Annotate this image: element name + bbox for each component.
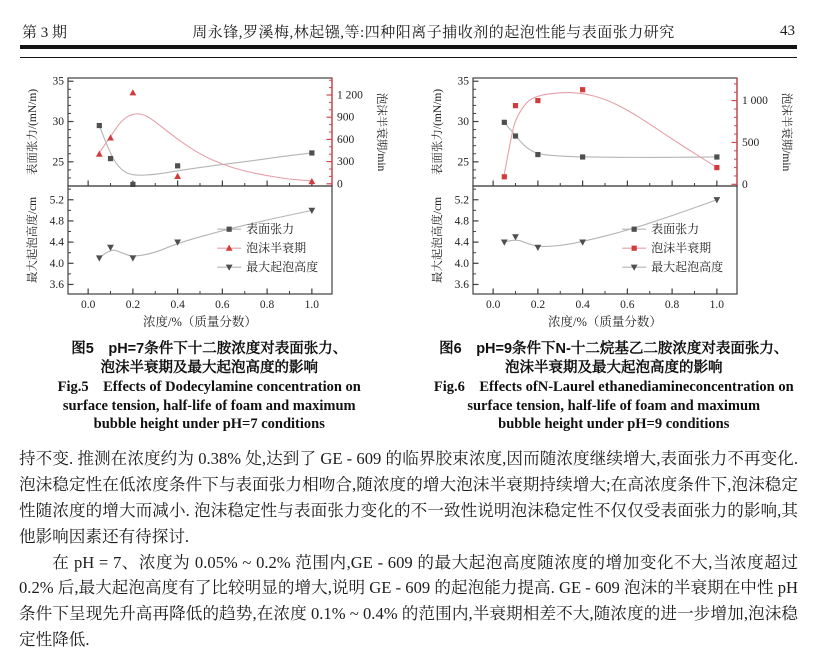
- svg-text:0.6: 0.6: [215, 299, 230, 311]
- body-paragraph: 在 pH = 7、浓度为 0.05% ~ 0.2% 范围内,GE - 609 的最大起泡高度随浓度的增加变化不大,当浓度超过 0.2% 后,最大起泡高度有了比较明显的增大,说明 GE - 609 的起泡能力提高. GE - 609 泡沫的半衰期在中性 pH 条件下呈现先升高再降低的趋势,在浓度 0.1% ~ 0.4% 的范围内,半衰期相差不大,随浓度的进一步增加,泡沫稳定性降低.: [19, 552, 798, 650]
- svg-text:30: 30: [457, 116, 469, 129]
- body-text: [19, 446, 798, 650]
- svg-text:4.8: 4.8: [454, 215, 469, 228]
- svg-text:4.0: 4.0: [49, 257, 64, 270]
- svg-text:5.2: 5.2: [49, 194, 64, 207]
- svg-text:泡沫半衰期/min: 泡沫半衰期/min: [779, 92, 792, 172]
- svg-text:0: 0: [741, 178, 748, 191]
- svg-text:0.0: 0.0: [485, 299, 500, 311]
- svg-text:浓度/%（质量分数）: 浓度/%（质量分数）: [547, 315, 662, 329]
- svg-text:0.4: 0.4: [170, 299, 185, 311]
- svg-text:3.6: 3.6: [49, 278, 64, 291]
- svg-text:300: 300: [337, 156, 355, 169]
- svg-text:最大起泡高度/cm: 最大起泡高度/cm: [431, 196, 444, 284]
- svg-text:泡沫半衰期/min: 泡沫半衰期/min: [375, 92, 387, 172]
- svg-text:0.2: 0.2: [125, 299, 141, 311]
- svg-text:1 000: 1 000: [741, 95, 768, 108]
- svg-text:600: 600: [337, 133, 355, 146]
- figure-6: [415, 66, 814, 434]
- svg-text:4.4: 4.4: [454, 236, 469, 249]
- svg-text:0: 0: [337, 178, 343, 191]
- svg-text:1.0: 1.0: [709, 299, 724, 311]
- svg-text:表面张力/(mN/m): 表面张力/(mN/m): [431, 88, 444, 176]
- svg-text:最大起泡高度/cm: 最大起泡高度/cm: [27, 196, 39, 284]
- svg-text:5.2: 5.2: [454, 194, 469, 207]
- svg-text:500: 500: [741, 136, 759, 149]
- svg-text:0.2: 0.2: [530, 299, 545, 311]
- figure6-caption-cn-line: 图6 pH=9条件下N-十二烷基乙二胺浓度对表面张力、: [439, 341, 789, 357]
- svg-text:25: 25: [457, 156, 469, 169]
- svg-text:0.8: 0.8: [664, 299, 679, 311]
- svg-text:1.0: 1.0: [304, 299, 320, 311]
- svg-text:30: 30: [52, 116, 64, 129]
- figure5-caption-cn-line: 泡沫半衰期及最大起泡高度的影响: [100, 359, 318, 376]
- svg-text:最大起泡高度: 最大起泡高度: [246, 260, 319, 275]
- svg-text:0.8: 0.8: [259, 299, 275, 311]
- figure6-caption-en-line: bubble height under pH=9 conditions: [498, 416, 730, 433]
- svg-text:0.6: 0.6: [619, 299, 635, 311]
- svg-text:35: 35: [457, 75, 469, 88]
- figure6-caption-en-line: surface tension, half-life of foam and maximum: [467, 397, 761, 414]
- svg-text:4.0: 4.0: [454, 257, 469, 270]
- svg-text:35: 35: [52, 75, 64, 88]
- svg-text:浓度/%（质量分数）: 浓度/%（质量分数）: [143, 315, 257, 329]
- figure5-chart: [10, 66, 408, 338]
- svg-text:4.4: 4.4: [49, 236, 64, 249]
- figure5-caption-en-line: bubble height under pH=7 conditions: [93, 416, 325, 433]
- svg-text:表面张力: 表面张力: [650, 222, 699, 237]
- svg-text:0.4: 0.4: [574, 299, 590, 311]
- figure6-caption-cn-line: 泡沫半衰期及最大起泡高度的影响: [505, 359, 723, 376]
- figure5-caption-en-line: surface tension, half-life of foam and maximum: [62, 397, 356, 414]
- svg-text:1 200: 1 200: [337, 89, 363, 102]
- body-paragraph: 持不变. 推测在浓度约为 0.38% 处,达到了 GE - 609 的临界胶束浓度,因而随浓度继续增大,表面张力不再变化. 泡沫稳定性在低浓度条件下与表面张力相吻合,随浓度的增大泡沫半衰期持续增大;在高浓度条件下,泡沫稳定性随浓度的增大而减小. 泡沫稳定性与表面张力变化的不一致性说明泡沫稳定性不仅仅受表面张力的影响,其他影响因素还有待探讨.: [19, 449, 798, 546]
- figure6-caption-en-line: Fig.6 Effects ofN-Laurel ethanediamineconcentration on: [433, 378, 794, 395]
- figure-5: [10, 66, 409, 434]
- figure5-caption: [10, 340, 409, 434]
- svg-text:4.8: 4.8: [49, 215, 64, 228]
- running-title: 周永锋,罗溪梅,林起镪,等:四种阳离子捕收剂的起泡性能与表面张力研究: [192, 24, 675, 41]
- svg-text:表面张力/(mN/m): 表面张力/(mN/m): [27, 88, 39, 176]
- svg-text:900: 900: [337, 111, 355, 124]
- header-double-rule: [20, 45, 797, 58]
- svg-text:表面张力: 表面张力: [246, 222, 295, 237]
- svg-text:最大起泡高度: 最大起泡高度: [650, 260, 723, 275]
- figures-row: [10, 66, 813, 434]
- svg-text:泡沫半衰期: 泡沫半衰期: [246, 241, 307, 256]
- svg-text:25: 25: [52, 156, 64, 169]
- figure6-caption: [415, 340, 814, 434]
- journal-issue: 第 3 期: [22, 24, 68, 41]
- figure5-caption-en-line: Fig.5 Effects of Dodecylamine concentration on: [57, 378, 361, 395]
- running-header: [22, 20, 795, 42]
- svg-text:0.0: 0.0: [80, 299, 96, 311]
- figure6-chart: [415, 66, 813, 338]
- figure5-caption-cn-line: 图5 pH=7条件下十二胺浓度对表面张力、: [71, 341, 348, 357]
- page-number: 43: [780, 22, 795, 39]
- svg-text:泡沫半衰期: 泡沫半衰期: [650, 241, 711, 256]
- svg-text:3.6: 3.6: [454, 278, 469, 291]
